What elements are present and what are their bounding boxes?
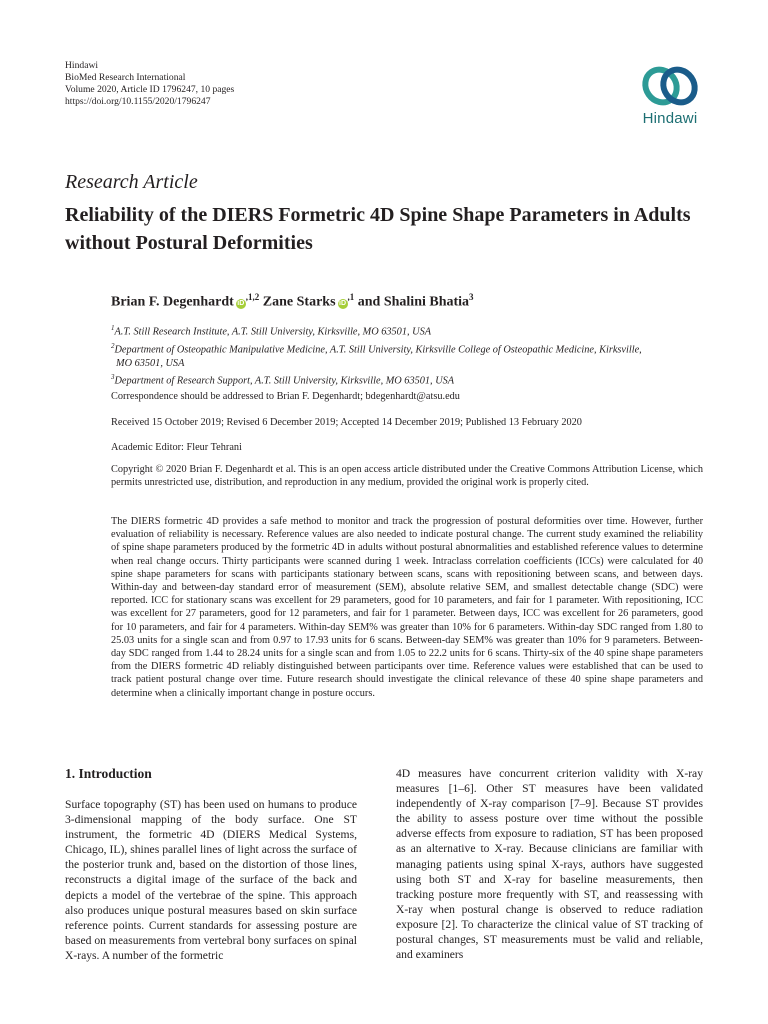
affiliation-number: 3 bbox=[111, 373, 115, 382]
author-name[interactable]: Brian F. Degenhardt bbox=[111, 294, 234, 310]
affiliations bbox=[111, 322, 696, 389]
hindawi-logo-text: Hindawi bbox=[642, 110, 698, 127]
volume-line: Volume 2020, Article ID 1796247, 10 pages bbox=[65, 84, 235, 95]
intro-column-left: Surface topography (ST) has been used on humans to produce 3-dimensional mapping of the body surface. One ST instrument, the formetric 4D (DIERS Medical Systems, Chicago, IL), shines parallel lines of light across the surface of the posterior trunk and, based on the distortion of those lines, reconstructs a digital image of the surface of the back and depicts a model of the vertebrae of the spine. This approach also produces unique postural measures based on skin surface reference points. Current standards for assessing posture are based on measurements from vertebral bony surfaces on spinal X-rays. A number of the formetric bbox=[65, 798, 357, 962]
affiliation-item bbox=[111, 371, 696, 388]
affiliation-text: Department of Osteopathic Manipulative Medicine, A.T. Still University, Kirksville College of Osteopathic Medicine, Kirksville, bbox=[114, 344, 642, 356]
author-affiliation-marker: 3 bbox=[469, 292, 474, 302]
correspondence bbox=[111, 390, 703, 403]
article-type: Research Article bbox=[65, 171, 198, 193]
article-title: Reliability of the DIERS Formetric 4D Spine Shape Parameters in Adults without Postural Deformities bbox=[65, 204, 691, 254]
correspondence-text[interactable]: Correspondence should be addressed to Brian F. Degenhardt; bdegenhardt@atsu.edu bbox=[111, 391, 460, 402]
intro-column-right: 4D measures have concurrent criterion validity with X-ray measures [1–6]. Other ST measures have been validated independently of X-ray comparison [7–9]. Because ST provides the ability to assess posture over time without the possible adverse effects from exposure to radiation, ST has been proposed as an alternative to X-ray. Because clinicians are familiar with managing patients using spinal X-rays, authors have suggested using both ST and X-ray for baseline measurements, then tracking posture more frequently with ST, and reassessing with X-ray when postural change is observed to reduce radiation exposure [2]. To characterize the clinical value of ST tracking of postural changes, ST measurements must be valid and reliable, and examiners bbox=[396, 767, 703, 962]
doi-link[interactable]: https://doi.org/10.1155/2020/1796247 bbox=[65, 96, 211, 107]
publisher-name: Hindawi bbox=[65, 60, 99, 71]
author-affiliation-marker: ,1,2 bbox=[245, 292, 260, 302]
affiliation-text-continued: MO 63501, USA bbox=[116, 357, 185, 369]
journal-meta bbox=[65, 60, 234, 108]
hindawi-logo-icon bbox=[641, 64, 699, 108]
article-dates: Received 15 October 2019; Revised 6 December 2019; Accepted 14 December 2019; Published 13 February 2020 bbox=[111, 417, 582, 428]
author-name[interactable]: Zane Starks bbox=[259, 294, 336, 310]
author-affiliation-marker: ,1 bbox=[347, 292, 355, 302]
abstract: The DIERS formetric 4D provides a safe method to monitor and track the progression of postural deformities over time. However, further evaluation of reliability is necessary. Reference values are also needed to indicate postural change. The current study examined the reliability of spine shape parameters produced by the formetric 4D in adults without postural abnormalities and established reference values to determine when real change occurs. Thirty participants were scanned during 1 week. Intraclass correlation coefficients (ICCs) were calculated for 40 spine shape parameters for scans with participants stationary between scans, scans with repositioning between scans, and between days. Within-day and between-day standard error of measurement (SEM), absolute relative SEM, and smallest detectable change (SDC) were reported. ICC for stationary scans was excellent for 29 parameters, good for 10 parameters, and fair for 1 parameter. With repositioning, ICC was excellent for 27 parameters, good for 12 parameters, and fair for 1 parameter. Between days, ICC was excellent for 26 parameters, good for 10 parameters, and fair for 4 parameters. Within-day SEM% was greater than 10% for 6 parameters. Within-day SDC ranged from 1.80 to 25.03 units for a single scan and from 0.97 to 17.93 units for 6 scans. Between-day SEM% was greater than 10% for 9 parameters. Between-day SDC ranged from 1.44 to 28.24 units for a single scan and from 1.05 to 22.2 units for 6 scans. Thirty-six of the 40 spine shape parameters from the DIERS formetric 4D reliably distinguished between participants over time. Reference values were established that can be used to track patient postural change over time. Future research should investigate the clinical relevance of these 40 spine shape parameters and determine when a clinically important change in posture occurs. bbox=[111, 516, 703, 699]
journal-name: BioMed Research International bbox=[65, 72, 186, 83]
affiliation-number: 1 bbox=[111, 324, 115, 332]
affiliation-text: Department of Research Support, A.T. Still University, Kirksville, MO 63501, USA bbox=[114, 375, 455, 387]
orcid-icon[interactable]: iD bbox=[237, 299, 245, 307]
affiliation-item bbox=[111, 340, 696, 370]
affiliation-item bbox=[111, 322, 696, 339]
copyright-notice: Copyright © 2020 Brian F. Degenhardt et al. This is an open access article distributed under the Creative Commons Attribution License, which permits unrestricted use, distribution, and reproduction in any medium, provided the original work is properly cited. bbox=[111, 464, 703, 488]
author-list bbox=[111, 292, 474, 311]
affiliation-text: A.T. Still Research Institute, A.T. Still University, Kirksville, MO 63501, USA bbox=[114, 326, 432, 338]
section-heading: 1. Introduction bbox=[65, 766, 152, 781]
hindawi-logo[interactable] bbox=[630, 64, 710, 134]
academic-editor: Academic Editor: Fleur Tehrani bbox=[111, 442, 242, 453]
orcid-icon[interactable]: iD bbox=[339, 299, 347, 307]
affiliation-number: 2 bbox=[111, 341, 115, 350]
author-name[interactable]: and Shalini Bhatia bbox=[354, 294, 470, 310]
